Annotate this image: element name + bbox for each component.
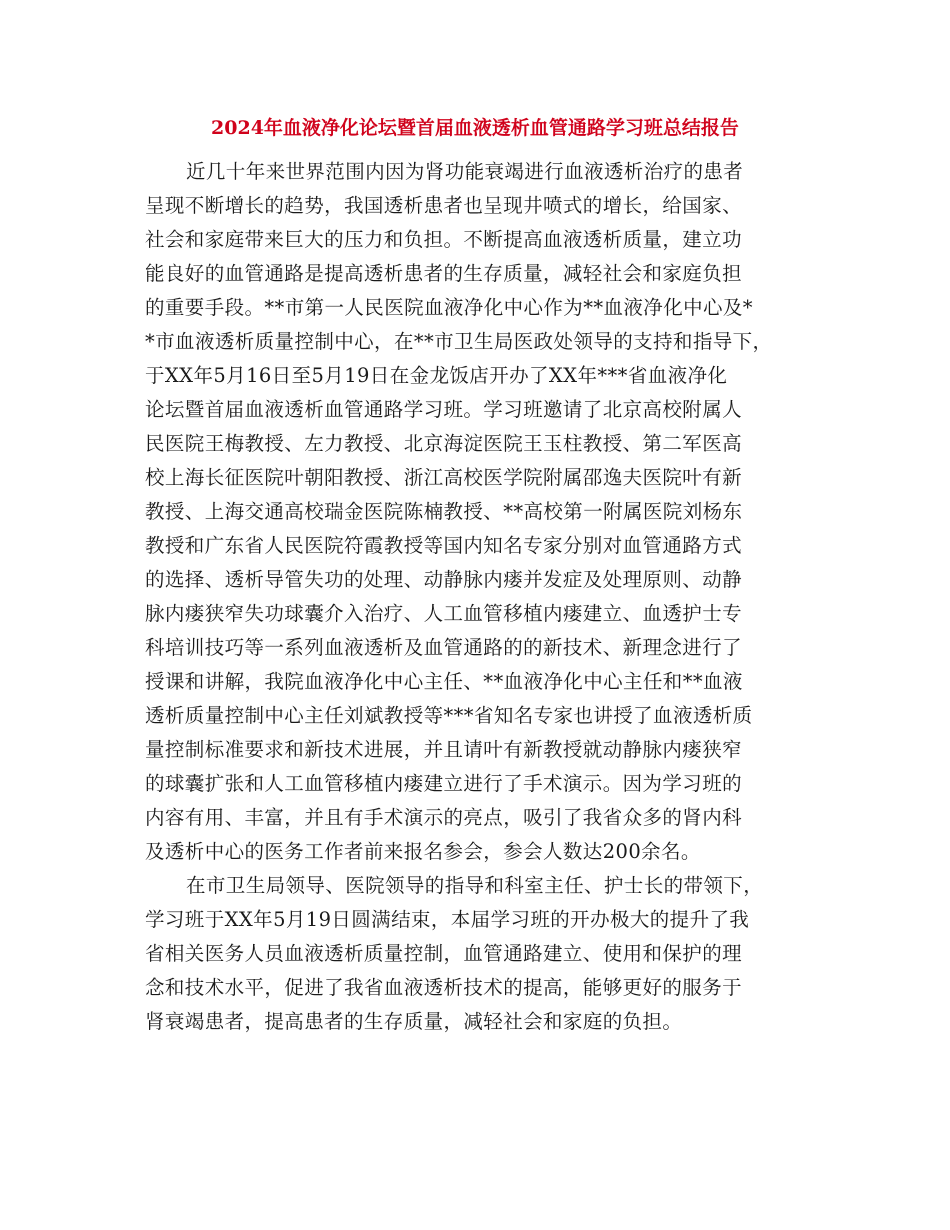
paragraph-1-line-21: 及透析中心的医务工作者前来报名参会，参会人数达200余名。 <box>145 840 701 863</box>
paragraph-2-line-3: 省相关医务人员血液透析质量控制，血管通路建立、使用和保护的理 <box>145 942 743 965</box>
paragraph-1-line-15: 科培训技巧等一系列血液透析及血管通路的的新技术、新理念进行了 <box>145 636 743 659</box>
paragraph-1-line-11: 教授、上海交通高校瑞金医院陈楠教授、**高校第一附属医院刘杨东 <box>145 500 743 523</box>
paragraph-1-line-14: 脉内瘘狭窄失功球囊介入治疗、人工血管移植内瘘建立、血透护士专 <box>145 602 743 625</box>
paragraph-1-line-1: 近几十年来世界范围内因为肾功能衰竭进行血液透析治疗的患者 <box>186 160 744 183</box>
document-title: 2024年血液净化论坛暨首届血液透析血管通路学习班总结报告 <box>211 117 739 139</box>
paragraph-1-line-16: 授课和讲解，我院血液净化中心主任、**血液净化中心主任和**血液 <box>145 670 743 693</box>
paragraph-1-line-5: 的重要手段。**市第一人民医院血液净化中心作为**血液净化中心及* <box>145 296 753 319</box>
paragraph-2-line-1: 在市卫生局领导、医院领导的指导和科室主任、护士长的带领下， <box>186 874 764 897</box>
paragraph-1-line-3: 社会和家庭带来巨大的压力和负担。不断提高血液透析质量，建立功 <box>145 228 743 251</box>
paragraph-2-line-5: 肾衰竭患者，提高患者的生存质量，减轻社会和家庭的负担。 <box>145 1010 683 1033</box>
paragraph-1-line-9: 民医院王梅教授、左力教授、北京海淀医院王玉柱教授、第二军医高 <box>145 432 743 455</box>
paragraph-1-line-12: 教授和广东省人民医院符霞教授等国内知名专家分别对血管通路方式 <box>145 534 743 557</box>
paragraph-1-line-13: 的选择、透析导管失功的处理、动静脉内瘘并发症及处理原则、动静 <box>145 568 743 591</box>
paragraph-1-line-18: 量控制标准要求和新技术进展，并且请叶有新教授就动静脉内瘘狭窄 <box>145 738 743 761</box>
paragraph-1-line-20: 内容有用、丰富，并且有手术演示的亮点，吸引了我省众多的肾内科 <box>145 806 743 829</box>
paragraph-1-line-6: *市血液透析质量控制中心，在**市卫生局医政处领导的支持和指导下， <box>145 330 773 353</box>
paragraph-2-line-4: 念和技术水平，促进了我省血液透析技术的提高，能够更好的服务于 <box>145 976 743 999</box>
paragraph-1-line-7: 于XX年5月16日至5月19日在金龙饭店开办了XX年***省血液净化 <box>145 364 728 387</box>
paragraph-1-line-8: 论坛暨首届血液透析血管通路学习班。学习班邀请了北京高校附属人 <box>145 398 743 421</box>
paragraph-2-line-2: 学习班于XX年5月19日圆满结束，本届学习班的开办极大的提升了我 <box>145 908 750 931</box>
paragraph-1-line-2: 呈现不断增长的趋势，我国透析患者也呈现井喷式的增长，给国家、 <box>145 194 743 217</box>
paragraph-1-line-19: 的球囊扩张和人工血管移植内瘘建立进行了手术演示。因为学习班的 <box>145 772 743 795</box>
paragraph-1-line-10: 校上海长征医院叶朝阳教授、浙江高校医学院附属邵逸夫医院叶有新 <box>145 466 743 489</box>
paragraph-1-line-17: 透析质量控制中心主任刘斌教授等***省知名专家也讲授了血液透析质 <box>145 704 753 727</box>
paragraph-1-line-4: 能良好的血管通路是提高透析患者的生存质量，减轻社会和家庭负担 <box>145 262 743 285</box>
